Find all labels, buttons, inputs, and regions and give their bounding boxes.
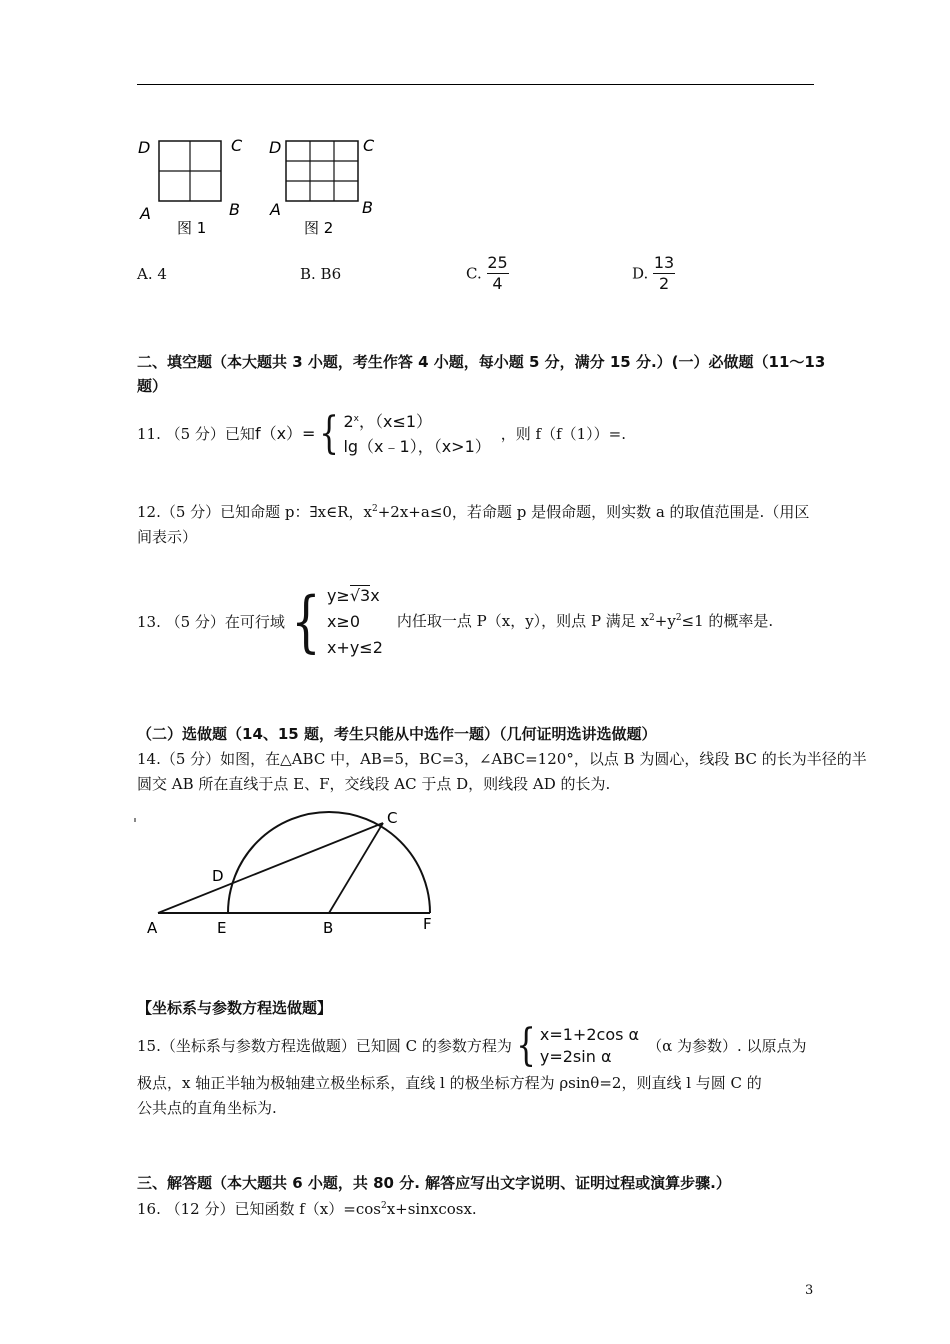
fig14-label-c: C — [387, 809, 398, 827]
fig2-label-a: A — [270, 200, 281, 219]
q11-piecewise: { 2$^x$，（x≤1） lg（x﹣1），（x>1） — [319, 408, 491, 459]
question-12-line1: 12.（5 分）已知命题 p：∃x∈R，$x^2+2x+a\le 0$，若命题 p 是假命题，则实数 a 的取值范围是.（用区 — [137, 503, 810, 521]
option-b: B. B6 — [300, 265, 342, 283]
option-d-numerator: 13 — [653, 253, 675, 272]
fig1-label-b: B — [229, 200, 240, 219]
option-c-numerator: 25 — [487, 253, 508, 272]
fig14-label-b: B — [323, 919, 334, 937]
fig2-caption: 图 2 — [304, 219, 334, 237]
option-d-fraction — [653, 254, 675, 293]
option-c-denominator: 4 — [492, 274, 503, 293]
section-2-heading-line1: 二、填空题（本大题共 3 小题，考生作答 4 小题，每小题 5 分，满分 15 分.）(一）必做题（11～13 — [137, 353, 826, 371]
fig2-label-c: C — [363, 136, 375, 155]
fig14-label-f: F — [423, 915, 432, 933]
fig14-label-a: A — [147, 919, 158, 937]
q13-body: 内任取一点 P（x，y），则点 P 满足 $x^2+y^2\le 1$ 的概率是. — [396, 611, 774, 630]
figure-2-grid — [266, 135, 386, 240]
q13-feasible-region: { y≥√3x x≥0 x+y≤2 — [291, 583, 383, 660]
section-3-heading: 三、解答题（本大题共 6 小题，共 80 分. 解答应写出文字说明、证明过程或演算步骤.） — [137, 1174, 731, 1192]
q13-constraint-3: x+y≤2 — [326, 638, 383, 657]
q15-row-2: y=2sin α — [539, 1047, 612, 1066]
section-2b-heading: （二）选做题（14、15 题，考生只能从中选作一题）（几何证明选讲选做题） — [137, 725, 657, 743]
option-d-label: D. — [632, 264, 649, 283]
fig1-label-c: C — [231, 136, 243, 155]
question-16: 16. （12 分）已知函数 $f(x)=\cos^2x+sinxcosx$. — [137, 1200, 477, 1218]
option-c-label: C. — [466, 264, 482, 283]
question-13 — [137, 582, 773, 662]
q13-prefix: 13. （5 分）在可行域 — [137, 613, 285, 631]
q15-suffix: （α 为参数）. 以原点为 — [647, 1037, 807, 1055]
q11-suffix: ，则 f（f（1））=. — [500, 425, 627, 443]
semicircle-figure — [130, 805, 450, 940]
option-a: A. 4 — [137, 265, 167, 283]
option-d-denominator: 2 — [658, 274, 670, 293]
question-15-line3: 公共点的直角坐标为. — [137, 1099, 277, 1117]
q15-prefix: 15.（坐标系与参数方程选做题）已知圆 C 的参数方程为 — [137, 1037, 512, 1055]
q11-case-1: 2$^x$，（x≤1） — [343, 411, 433, 431]
fig14-label-e: E — [217, 919, 227, 937]
page-number: 3 — [805, 1283, 814, 1298]
q15-parametric-system: { x=1+2cos α y=2sin α — [516, 1020, 640, 1071]
q11-case-2: lg（x﹣1），（x>1） — [343, 436, 491, 456]
question-15-line1 — [137, 1022, 807, 1070]
question-15-line2: 极点，x 轴正半轴为极轴建立极坐标系，直线 l 的极坐标方程为 ρsinθ=2，则直线 l 与圆 C 的 — [137, 1074, 762, 1092]
question-14-line2: 圆交 AB 所在直线于点 E、F，交线段 AC 于点 D，则线段 AD 的长为. — [137, 775, 611, 793]
fig1-label-a: A — [140, 204, 151, 223]
fig1-caption: 图 1 — [177, 219, 207, 237]
header-rule — [137, 84, 814, 85]
q11-prefix: 11. （5 分）已知 — [137, 425, 255, 443]
section-coordinate-heading: 【坐标系与参数方程选做题】 — [137, 999, 333, 1017]
figure-1-grid — [135, 135, 255, 240]
q11-fx: f（x）= — [254, 424, 316, 443]
q13-constraint-1: y≥√3x — [326, 586, 380, 605]
fig14-label-d: D — [212, 867, 224, 885]
q13-constraint-2: x≥0 — [326, 612, 360, 631]
question-14-line1: 14.（5 分）如图，在△ABC 中，AB=5，BC=3，∠ABC=120°，以点 B 为圆心，线段 BC 的长为半径的半 — [137, 750, 867, 768]
section-2-heading-line2: 题） — [137, 377, 168, 395]
option-c-fraction — [487, 254, 509, 293]
fig1-label-d: D — [138, 138, 151, 157]
question-11 — [137, 408, 626, 460]
option-d — [632, 254, 675, 293]
fig2-label-d: D — [269, 138, 282, 157]
option-c — [466, 254, 509, 293]
question-12-line2: 间表示） — [137, 528, 198, 546]
q15-row-1: x=1+2cos α — [539, 1025, 640, 1044]
fig2-label-b: B — [362, 198, 373, 217]
